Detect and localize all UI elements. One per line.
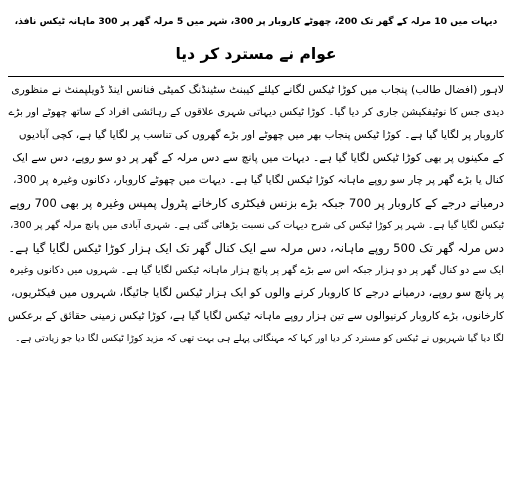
article-body (8, 79, 504, 350)
article-line: دیدی جس کا نوٹیفکیشن جاری کر دیا گیا۔ کوڑا ٹیکس دیہاتی شہری علاقوں کے رہائشی افراد کے ساتھ چھوٹے اور بڑے (8, 106, 504, 118)
headline-line-1: دیہات میں 10 مرلہ کے گھر تک 200، چھوٹے کاروبار پر 300، شہر میں 5 مرلہ گھر پر 300 ماہانہ ٹیکس نافذ، (14, 16, 498, 27)
article-line: درمیانے درجے کے کاروبار پر 700 جبکہ بڑے بزنس فیکٹری کارخانے پٹرول پمپس وغیرہ پر بھی 700 روپے (9, 195, 504, 210)
article-line: پر پانچ سو روپے، درمیانے درجے کا کاروبار کرنے والوں کو ایک ہزار ٹیکس لگایا جائیگا، شہروں میں فیکٹریوں، (10, 286, 504, 300)
headline-divider (8, 76, 504, 77)
article-line: کاروبار پر لگایا گیا ہے۔ کوڑا ٹیکس پنجاب بھر میں چھوٹے اور بڑے گھروں کی تناسب پر لگایا گیا ہے، کچی آبادیوں (18, 129, 504, 142)
article-line: ایک سے دو کنال گھر پر دو ہزار جبکہ اس سے بڑے گھر پر پانچ ہزار ماہانہ ٹیکس لگایا گیا ہے۔ شہروں میں دکانوں وغیرہ (9, 264, 504, 276)
article-line: کارخانوں، بڑے کاروبار کرنیوالوں سے تین ہزار روپے ماہانہ ٹیکس لگایا گیا ہے، کوڑا ٹیکس زمینی حقائق کے برعکس (8, 309, 504, 322)
article-line: لگا دیا گیا شہریوں نے ٹیکس کو مسترد کر دیا اور کہا کہ مہنگائی پہلے ہی بہت تھی کہ مزید کوڑا ٹیکس لگا دیا جو زیادتی ہے۔ (15, 332, 504, 344)
headline-line-2: عوام نے مسترد کر دیا (175, 45, 337, 63)
article-line: لاہور (افضال طالب) پنجاب میں کوڑا ٹیکس لگانے کیلئے کیبنٹ سٹینڈنگ کمیٹی فنانس اینڈ ڈویلپمنٹ نے منظوری (11, 83, 504, 96)
article-line: کنال یا بڑے گھر پر چار سو روپے ماہانہ کوڑا ٹیکس لگایا گیا ہے۔ دیہات میں چھوٹے کاروبار، دکانوں وغیرہ پر 300، (13, 174, 504, 187)
article-line: دس مرلہ گھر تک 500 روپے ماہانہ، دس مرلہ سے ایک کنال گھر تک ایک ہزار کوڑا ٹیکس لگایا گیا ہے۔ (8, 241, 504, 256)
headline (8, 6, 504, 70)
article-line: کے مکینوں پر بھی کوڑا ٹیکس لگایا گیا ہے۔ دیہات میں پانچ سے دس مرلہ کے گھر پر دو سو روپے، دس سے ایک (12, 150, 504, 164)
article-line: ٹیکس لگایا گیا ہے۔ شہر پر کوڑا ٹیکس کی شرح دیہات کی نسبت بڑھائی گئی ہے۔ شہری آبادی میں پانچ مرلہ گھر پر 300، (10, 219, 504, 231)
